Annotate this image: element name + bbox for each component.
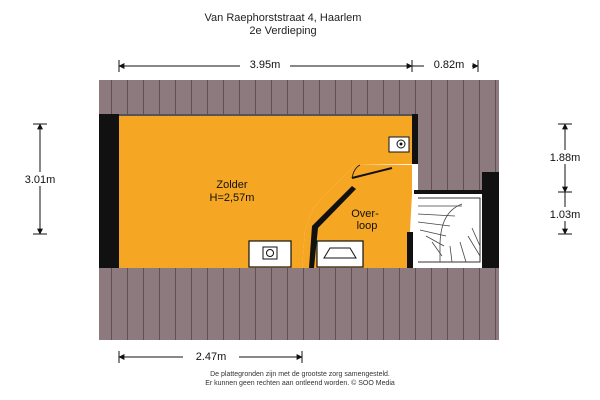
- dimension-left: [18, 124, 62, 234]
- dimension-right-upper: [542, 124, 588, 192]
- dimension-top-right: [412, 56, 478, 72]
- dim-top-right-label: 0.82m: [433, 59, 465, 71]
- dimension-bottom: [119, 349, 302, 363]
- washing-machine-icon: [249, 241, 291, 267]
- dim-right-upper-label: 1.88m: [549, 152, 581, 164]
- dim-top-left-label: 3.95m: [249, 59, 281, 71]
- dimension-right-lower: [542, 192, 588, 234]
- roof-bottom: [99, 268, 499, 340]
- address-title: Van Raephorststraat 4, Haarlem: [204, 12, 362, 24]
- skylight-icon: [317, 241, 363, 267]
- room-zolder-height: H=2,57m: [209, 192, 255, 204]
- roof-top: [99, 80, 499, 114]
- room-overloop-line2: loop: [356, 220, 378, 232]
- footer-line1: De plattegronden zijn met de grootste zorg samengesteld.: [210, 371, 390, 378]
- boiler-icon: [389, 137, 409, 152]
- dim-bottom-label: 2.47m: [195, 351, 227, 363]
- dim-left-label: 3.01m: [24, 174, 56, 186]
- staircase: [414, 194, 484, 268]
- dimension-top-left: [119, 56, 412, 72]
- room-overloop-line1: Over-: [351, 208, 379, 220]
- floor-title: 2e Verdieping: [249, 25, 317, 37]
- room-zolder-name: Zolder: [216, 179, 248, 191]
- footer-line2: Er kunnen geen rechten aan ontleend worden. © SOO Media: [205, 380, 395, 387]
- dim-right-lower-label: 1.03m: [549, 209, 581, 221]
